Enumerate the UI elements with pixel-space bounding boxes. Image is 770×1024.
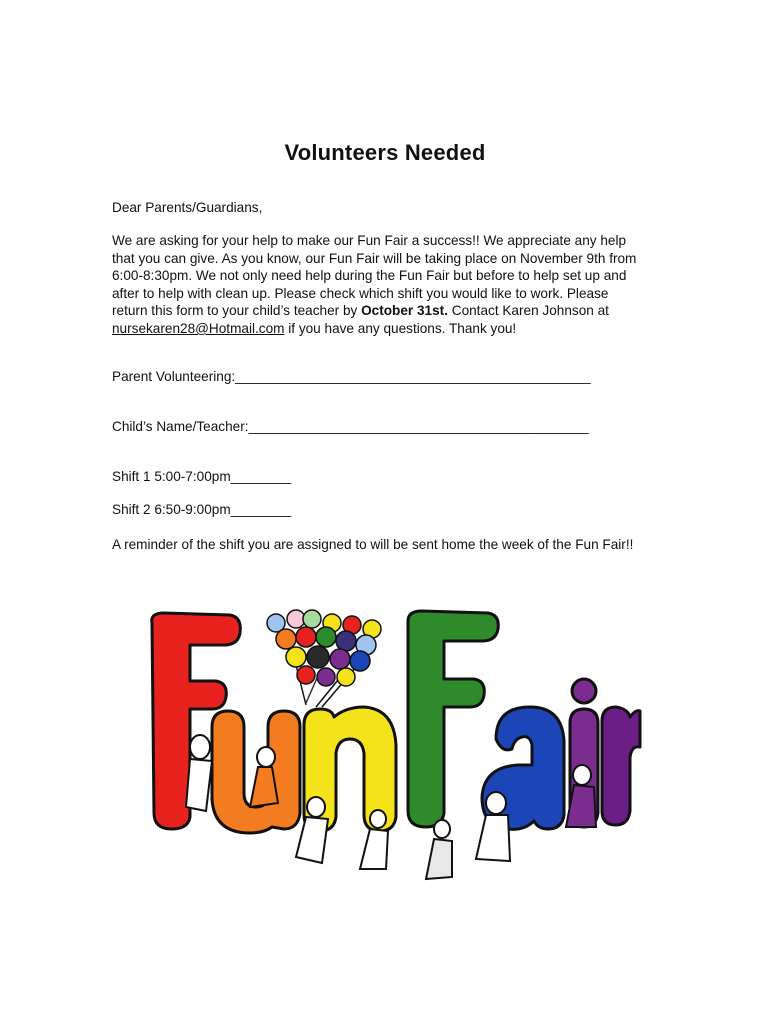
letter-r-purple	[602, 707, 640, 825]
balloon	[317, 668, 335, 686]
person	[307, 797, 325, 817]
person	[360, 829, 388, 869]
intro-line: that you can give. As you know, our Fun Fair will be taking place on November 9th from	[112, 250, 637, 266]
balloon	[330, 649, 350, 669]
balloon	[337, 668, 355, 686]
person	[370, 810, 386, 828]
person	[296, 817, 328, 863]
person	[573, 765, 591, 785]
balloon	[350, 651, 370, 671]
balloon	[296, 627, 316, 647]
shift-2-option[interactable]: Shift 2 6:50-9:00pm________	[112, 502, 292, 517]
shift-1-option[interactable]: Shift 1 5:00-7:00pm________	[112, 469, 292, 484]
person	[486, 792, 506, 814]
person	[434, 820, 450, 838]
letter-i-dot	[572, 679, 596, 703]
balloon	[297, 666, 315, 684]
fun-fair-clipart	[146, 607, 642, 887]
person	[257, 747, 275, 767]
balloon	[276, 629, 296, 649]
balloon	[303, 610, 321, 628]
person	[190, 735, 210, 759]
intro-line: We are asking for your help to make our Fun Fair a success!! We appreciate any help	[112, 233, 627, 248]
page-title: Volunteers Needed	[284, 140, 486, 165]
intro-paragraph	[112, 232, 672, 338]
intro-line: 6:00-8:30pm. We not only need help during the Fun Fair but before to help set up and	[112, 268, 627, 284]
balloon	[286, 647, 306, 667]
person	[186, 759, 212, 811]
greeting: Dear Parents/Guardians,	[112, 200, 263, 215]
email-link[interactable]: nursekaren28@Hotmail.com	[112, 320, 285, 336]
balloon	[307, 646, 329, 668]
reminder-text: A reminder of the shift you are assigned to will be sent home the week of the Fun Fair!!	[112, 537, 634, 552]
intro-line: after to help with clean up. Please check which shift you would like to work. Please	[112, 285, 609, 301]
intro-text: Contact Karen Johnson at	[447, 303, 609, 319]
balloon	[336, 631, 356, 651]
intro-text: if you have any questions. Thank you!	[284, 320, 517, 336]
balloon	[316, 627, 336, 647]
child-name-teacher-field[interactable]: Child’s Name/Teacher:_____________________________________________	[112, 419, 589, 434]
parent-volunteering-field[interactable]: Parent Volunteering:_______________________________________________	[112, 369, 591, 384]
deadline-date: October 31st.	[361, 303, 448, 319]
intro-line	[112, 320, 672, 338]
person	[426, 839, 452, 879]
balloons-group	[267, 610, 381, 707]
intro-line	[112, 302, 672, 320]
person	[250, 767, 278, 807]
intro-text: return this form to your child’s teacher by	[112, 303, 362, 319]
person	[476, 815, 510, 861]
